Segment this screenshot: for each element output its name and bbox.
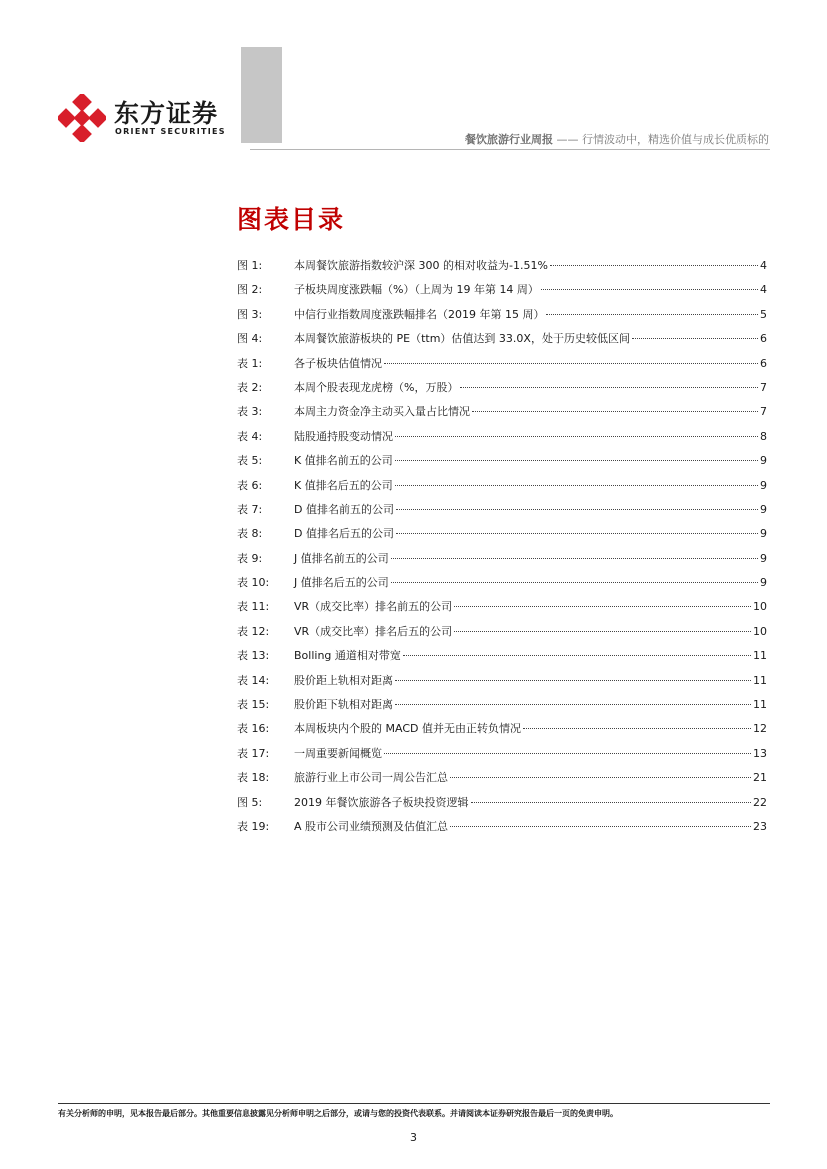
toc-entry-label: 表 4: xyxy=(237,429,263,443)
toc-leader-dots xyxy=(384,363,758,364)
toc-leader-dots xyxy=(454,631,751,632)
toc-entry-title: D 值排名后五的公司 xyxy=(294,527,394,541)
toc-entry-label: 表 8: xyxy=(237,527,263,541)
toc-entry-page: 9 xyxy=(760,551,767,565)
toc-leader-dots xyxy=(396,509,758,510)
toc-entry[interactable] xyxy=(237,696,767,720)
toc-entry-title: K 值排名后五的公司 xyxy=(294,478,393,492)
toc-entry-label: 表 6: xyxy=(237,478,263,492)
toc-entry-title: D 值排名前五的公司 xyxy=(294,502,394,516)
toc-entry-title: 股价距下轨相对距离 xyxy=(294,698,393,712)
toc-entry-label: 表 19: xyxy=(237,819,270,833)
toc-entry-page: 10 xyxy=(753,600,767,614)
toc-entry[interactable] xyxy=(237,379,767,403)
toc-entry-label: 表 13: xyxy=(237,649,270,663)
toc-entry-title: 一周重要新闻概览 xyxy=(294,746,382,760)
toc-leader-dots xyxy=(632,338,758,339)
toc-leader-dots xyxy=(403,655,751,656)
logo-mark-icon xyxy=(58,94,106,142)
toc-entry-page: 9 xyxy=(760,502,767,516)
toc-entry-title: 本周餐饮旅游指数较沪深 300 的相对收益为-1.51% xyxy=(294,259,548,272)
toc-entry-page: 9 xyxy=(760,527,767,541)
toc-leader-dots xyxy=(395,680,751,681)
toc-entry-label: 图 1: xyxy=(237,259,263,272)
toc-entry-title: 本周个股表现龙虎榜（%，万股） xyxy=(294,380,459,394)
toc-entry-label: 表 1: xyxy=(237,356,263,370)
toc-leader-dots xyxy=(450,826,751,827)
toc-entry-title: 2019 年餐饮旅游各子板块投资逻辑 xyxy=(294,795,469,809)
toc-entry-title: 各子板块估值情况 xyxy=(294,356,382,370)
toc-entry[interactable] xyxy=(237,672,767,696)
toc-entry[interactable] xyxy=(237,428,767,452)
toc-entry-title: VR（成交比率）排名前五的公司 xyxy=(294,600,453,614)
toc-entry[interactable] xyxy=(237,355,767,379)
toc-entry-label: 表 5: xyxy=(237,454,263,468)
toc-entry-title: 子板块周度涨跌幅（%）（上周为 19 年第 14 周） xyxy=(294,283,539,297)
toc-entry-page: 10 xyxy=(753,624,767,638)
toc-entry-label: 图 4: xyxy=(237,332,263,346)
toc-leader-dots xyxy=(391,582,758,583)
report-title: 餐饮旅游行业周报 xyxy=(465,133,553,146)
logo-english-name: ORIENT SECURITIES xyxy=(115,127,226,136)
toc-entry-label: 表 3: xyxy=(237,405,263,419)
toc-leader-dots xyxy=(450,777,751,778)
toc-entry-label: 图 2: xyxy=(237,283,263,297)
toc-entry-label: 表 9: xyxy=(237,551,263,565)
toc-entry-title: J 值排名前五的公司 xyxy=(294,551,389,565)
toc-entry-title: 本周餐饮旅游板块的 PE（ttm）估值达到 33.0X，处于历史较低区间 xyxy=(294,332,630,346)
toc-entry-title: 陆股通持股变动情况 xyxy=(294,429,393,443)
toc-entry-page: 11 xyxy=(753,673,767,687)
toc-entry-page: 9 xyxy=(760,576,767,590)
toc-entry-label: 表 17: xyxy=(237,746,270,760)
toc-entry-page: 21 xyxy=(753,771,767,785)
orient-securities-logo xyxy=(58,94,238,142)
footer-disclaimer: 有关分析师的申明，见本报告最后部分。其他重要信息披露见分析师申明之后部分，或请与您的投资代表联系。并请阅读本证券研究报告最后一页的免责申明。 xyxy=(58,1109,618,1118)
toc-entry-page: 9 xyxy=(760,478,767,492)
toc-list xyxy=(237,257,767,842)
toc-entry-title: VR（成交比率）排名后五的公司 xyxy=(294,624,453,638)
toc-leader-dots xyxy=(541,289,758,290)
toc-entry[interactable] xyxy=(237,745,767,769)
toc-leader-dots xyxy=(523,728,751,729)
toc-leader-dots xyxy=(395,704,751,705)
toc-entry[interactable] xyxy=(237,330,767,354)
toc-entry[interactable] xyxy=(237,452,767,476)
page-title: 图表目录 xyxy=(237,205,346,234)
toc-entry[interactable] xyxy=(237,720,767,744)
toc-entry-page: 11 xyxy=(753,649,767,663)
toc-entry[interactable] xyxy=(237,501,767,525)
toc-entry-page: 7 xyxy=(760,405,767,419)
toc-entry[interactable] xyxy=(237,306,767,330)
toc-entry-label: 表 18: xyxy=(237,771,270,785)
toc-entry-page: 4 xyxy=(760,259,767,272)
toc-entry[interactable] xyxy=(237,525,767,549)
toc-entry-title: 中信行业指数周度涨跌幅排名（2019 年第 15 周） xyxy=(294,307,545,321)
toc-leader-dots xyxy=(472,411,758,412)
page-number: 3 xyxy=(410,1131,417,1144)
toc-leader-dots xyxy=(546,314,758,315)
report-header xyxy=(465,131,769,147)
toc-entry-page: 11 xyxy=(753,698,767,712)
toc-entry[interactable] xyxy=(237,769,767,793)
toc-entry[interactable] xyxy=(237,477,767,501)
toc-leader-dots xyxy=(460,387,758,388)
toc-entry[interactable] xyxy=(237,623,767,647)
header-divider xyxy=(250,149,770,150)
toc-entry-page: 9 xyxy=(760,454,767,468)
toc-leader-dots xyxy=(395,485,758,486)
toc-entry-label: 表 2: xyxy=(237,380,263,394)
toc-entry-label: 表 15: xyxy=(237,698,270,712)
logo-chinese-name: 东方证券 xyxy=(114,99,219,128)
toc-entry-page: 8 xyxy=(760,429,767,443)
toc-entry[interactable] xyxy=(237,818,767,842)
toc-entry[interactable] xyxy=(237,647,767,671)
toc-leader-dots xyxy=(395,460,758,461)
header-gray-bar xyxy=(241,47,282,143)
toc-leader-dots xyxy=(471,802,752,803)
toc-entry[interactable] xyxy=(237,257,767,281)
toc-entry-page: 6 xyxy=(760,356,767,370)
toc-entry[interactable] xyxy=(237,598,767,622)
toc-entry-label: 表 11: xyxy=(237,600,270,614)
toc-entry-title: A 股市公司业绩预测及估值汇总 xyxy=(294,819,449,833)
toc-entry[interactable] xyxy=(237,550,767,574)
toc-entry[interactable] xyxy=(237,794,767,818)
toc-entry-page: 13 xyxy=(753,746,767,760)
toc-entry-label: 表 14: xyxy=(237,673,270,687)
footer-divider xyxy=(58,1103,770,1104)
report-subtitle: 行情波动中，精选价值与成长优质标的 xyxy=(582,133,769,146)
toc-entry-title: Bolling 通道相对带宽 xyxy=(294,649,401,663)
toc-entry-title: 旅游行业上市公司一周公告汇总 xyxy=(294,771,448,785)
toc-leader-dots xyxy=(391,558,758,559)
toc-entry-title: K 值排名前五的公司 xyxy=(294,454,393,468)
toc-entry-title: 本周板块内个股的 MACD 值并无由正转负情况 xyxy=(294,722,521,736)
toc-entry[interactable] xyxy=(237,281,767,305)
toc-entry[interactable] xyxy=(237,403,767,427)
header-separator: —— xyxy=(553,133,582,146)
toc-entry-page: 5 xyxy=(760,307,767,321)
toc-entry-label: 表 12: xyxy=(237,624,270,638)
toc-entry-label: 表 7: xyxy=(237,502,263,516)
toc-entry-title: 本周主力资金净主动买入量占比情况 xyxy=(294,405,470,419)
toc-entry-label: 图 5: xyxy=(237,795,263,809)
toc-leader-dots xyxy=(550,265,758,266)
toc-entry-title: J 值排名后五的公司 xyxy=(294,576,389,590)
toc-entry-label: 表 16: xyxy=(237,722,270,736)
toc-entry-page: 4 xyxy=(760,283,767,297)
toc-leader-dots xyxy=(396,533,758,534)
toc-leader-dots xyxy=(384,753,751,754)
toc-entry-title: 股价距上轨相对距离 xyxy=(294,673,393,687)
toc-entry-page: 6 xyxy=(760,332,767,346)
toc-entry-label: 图 3: xyxy=(237,307,263,321)
toc-entry-page: 12 xyxy=(753,722,767,736)
toc-entry-page: 7 xyxy=(760,380,767,394)
toc-entry[interactable] xyxy=(237,574,767,598)
toc-entry-label: 表 10: xyxy=(237,576,270,590)
toc-entry-page: 22 xyxy=(753,795,767,809)
toc-entry-page: 23 xyxy=(753,819,767,833)
toc-leader-dots xyxy=(454,606,751,607)
toc-leader-dots xyxy=(395,436,758,437)
